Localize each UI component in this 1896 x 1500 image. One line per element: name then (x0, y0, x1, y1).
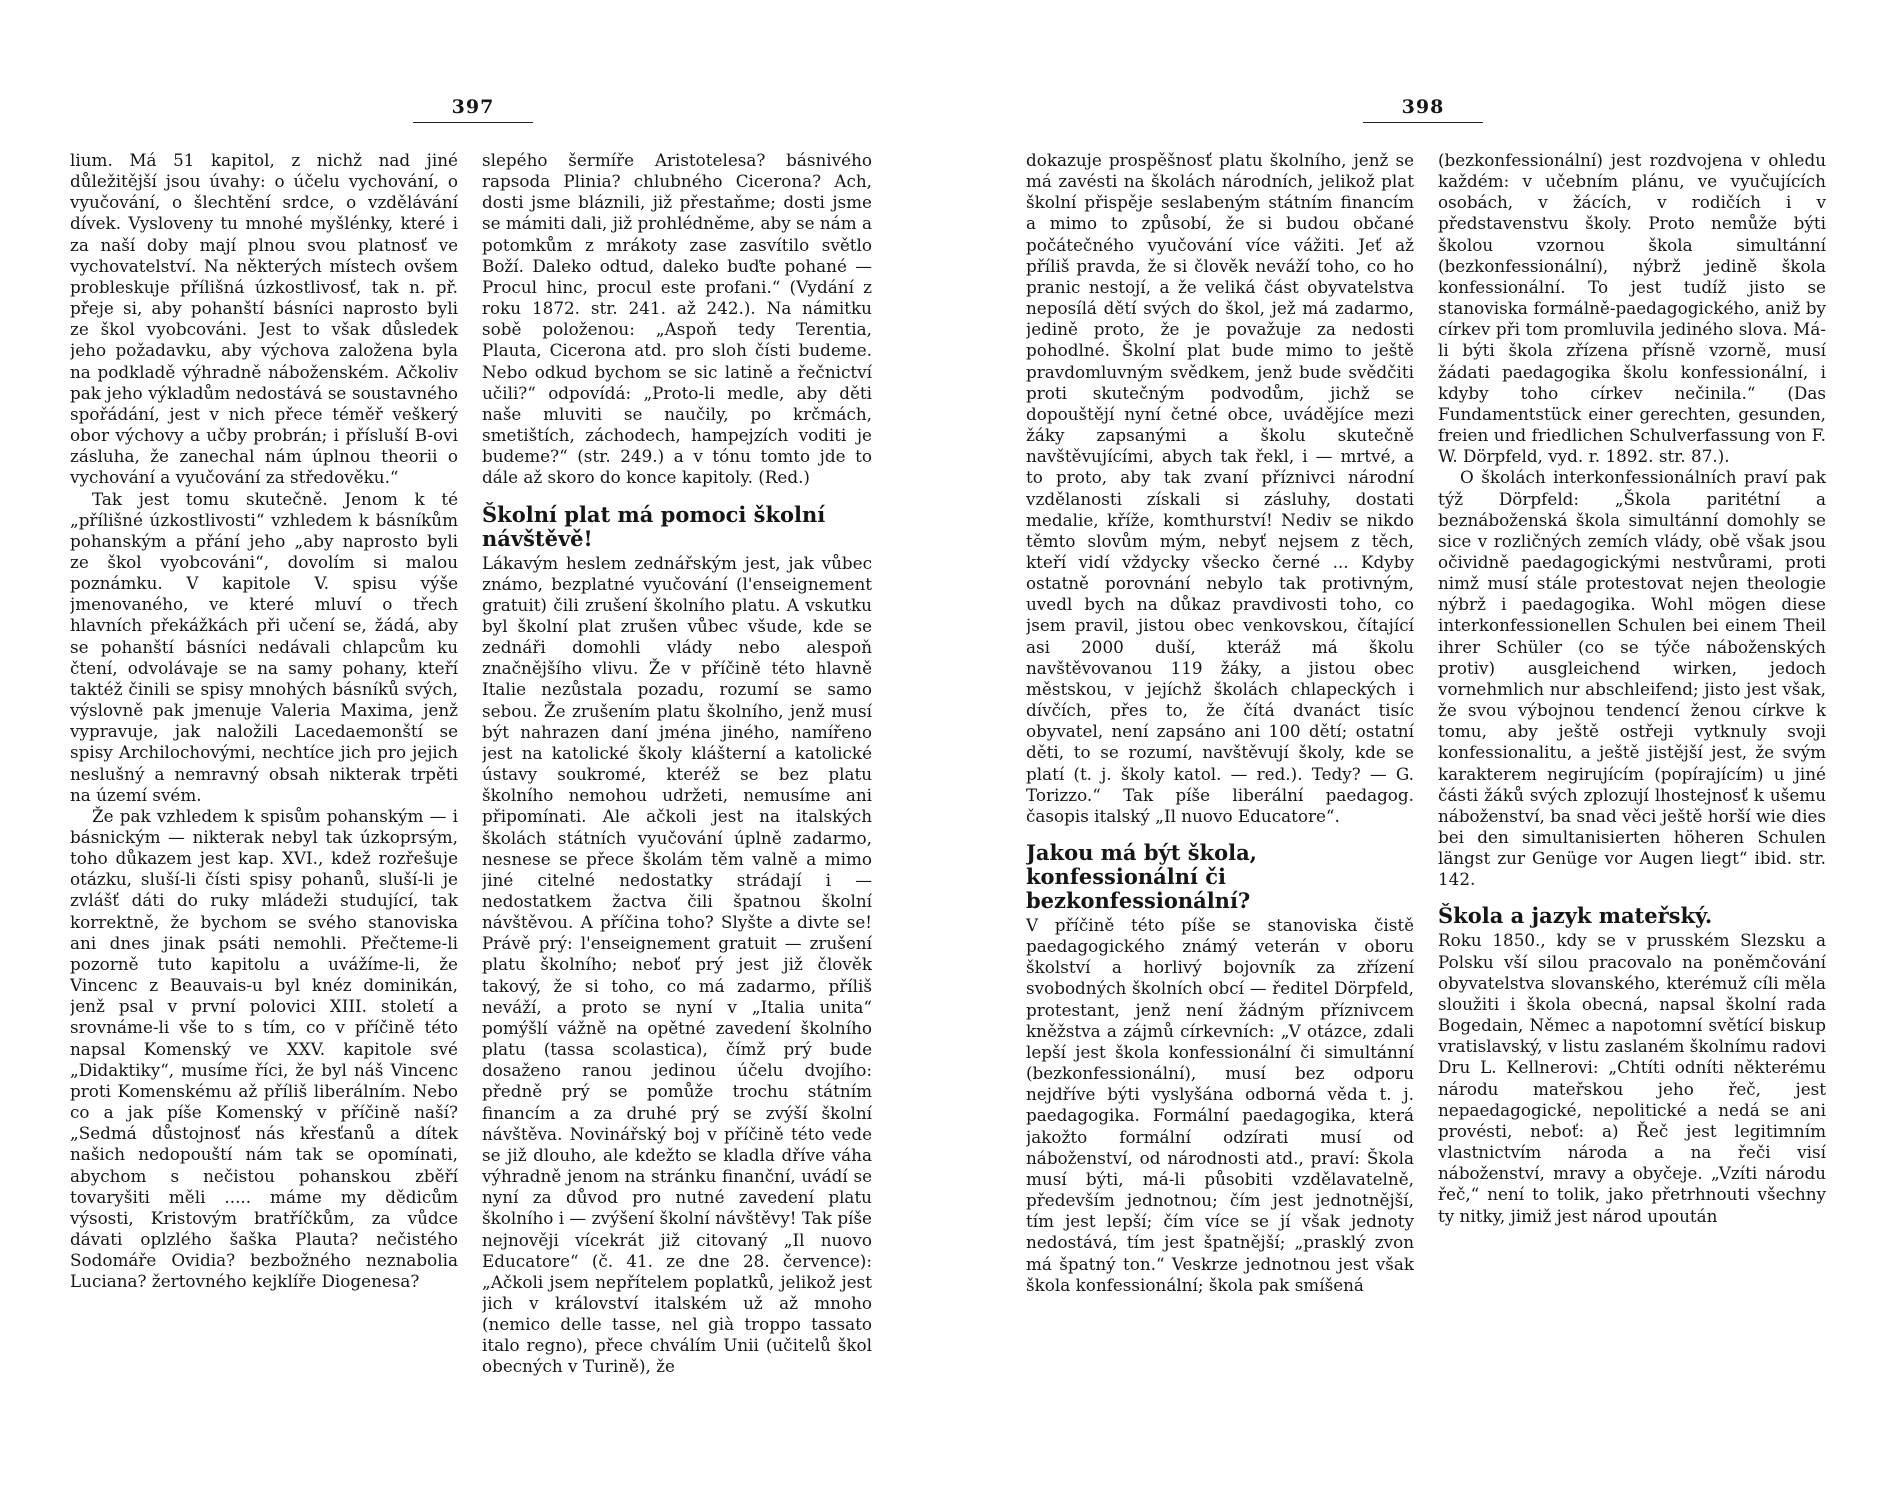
paragraph: O školách interkonfessionálních praví pak týž Dörpfeld: „Škola paritétní a beznáboženská škola simultánní domohly se sice v rozličných zemích vlády, obě však jsou očividně paedagogickými nestvůrami, proti nimž musí stále protestovat nejen theologie nýbrž i paedagogika. Wohl mögen diese interkonfessionellen Schulen bei einem Theil ihrer Schüler (co se týče náboženských protiv) ausgleichend wirken, jedoch vornehmlich nur abschleifend; jisto jest však, že svou výbojnou tendencí ženou církve k tomu, aby ještě ostřeji vytknuly svoji konfessionalitu, a ještě jistější jest, že svým karakterem negirujícím (popírajícím) u jiné části žáků svých zplozují lhostejnosť k ušemu náboženství, ba snad věci ještě horší wie dies bei den simultanisierten höheren Schulen längst zur Genüge vor Augen liegt“ ibid. str. 142. (1438, 467, 1826, 890)
section-heading: Školní plat má pomoci školní návštěvě! (482, 501, 826, 551)
page-number: 398 (1363, 96, 1483, 123)
paragraph: V příčině této píše se stanoviska čistě paedagogického známý veterán v oboru školství a horlivý bojovník za zřízení svobodných školních obcí — ředitel Dörpfeld, protestant, jenž není žádným příznivcem kněžstva a zájmů církevních: „V otázce, zdali lepší jest škola konfessionální či simultánní (bezkonfessionální), musí bez odporu nejdříve býti vyslyšána odborná věda t. j. paedagogika. Formální paedagogika, která jakožto formální odzírati musí od náboženství, od národnosti atd., praví: Škola musí býti, má-li působiti vzdělavatelně, především jednotnou; čím jest jednotnější, tím jest lepší; čím více se jí však jednoty nedostává, tím jest špatnější; „prasklý zvon má špatný ton.“ Veskrze jednotnou jest však škola konfessionální; škola pak smíšená (1026, 915, 1414, 1295)
paragraph: dokazuje prospěšnosť platu školního, jenž se má zavésti na školách národních, jelikož plat školní přispěje seslabeným státním financím a mimo to způsobí, že si budou občané počátečného vyučování více vážiti. Jeť až příliš pravda, že si člověk neváží toho, co ho pranic nestojí, a že veliká část obyvatelstva neposílá dětí svých do škol, jež má zadarmo, jedině proto, že je považuje za nedosti pohodlné. Školní plat bude mimo to ještě pravdomluvným svědkem, jenž bude svědčiti proti skutečným podvodům, jichž se dopouštějí nyní četné obce, uvádějíce mezi žáky zapsanými a školu skutečně navštěvujícími, abych tak řekl, i — mrtvé, a to proto, aby tak zvaní příznivci národní vzdělanosti získali si zásluhy, dostati medalie, kříže, komthurství! Nediv se nikdo těmto slovům mým, nebyť nejsem z těch, kteří vidí vždycky všecko černé ... Kdyby ostatně porovnání nebylo tak protivným, uvedl bych na důkaz pravdivosti toho, co jsem pravil, jistou obec venkovskou, čítající asi 2000 duší, kteráž má školu navštěvovanou 119 žáky, a jistou obec městskou, v jejíchž školách chlapeckých i dívčích, přes to, že čítá dvanáct tisíc obyvatel, není zapsáno ani 100 dětí; ostatní děti, to se rozumí, navštěvují školy, kde se platí (t. j. školy katol. — red.). Tedy? — G. Torizzo.“ Tak píše liberální paedagog. časopis italský „Il nuovo Educatore“. (1026, 150, 1414, 826)
left-column-2 (482, 150, 872, 1470)
section-heading: Škola a jazyk mateřský. (1438, 903, 1713, 929)
right-column-2 (1438, 150, 1826, 1470)
section-heading: Jakou má být škola, konfessionální či bezkonfessionální? (1026, 840, 1257, 913)
paragraph: (bezkonfessionální) jest rozdvojena v ohledu každém: v učebním plánu, ve vyučujících osobách, v žácích, v rodičích i v představenstvu školy. Proto nemůže býti školou vzornou škola simultánní (bezkonfessionální), nýbrž jedině škola konfessionální. To jest tudíž jisto se stanoviska formálně-paedagogického, aniž by církev při tom promluvila jediného slova. Má-li býti škola zřízena přísně vzorně, musí žádati paedagogika školu konfessionální, i kdyby toho církev nečinila.“ (Das Fundamentstück einer gerechten, gesunden, freien und friedlichen Schulverfassung von F. W. Dörpfeld, vyd. r. 1892. str. 87.). (1438, 150, 1826, 467)
right-column-1 (1026, 150, 1414, 1470)
paragraph: Tak jest tomu skutečně. Jenom k té „přílišné úzkostlivosti“ vzhledem k básníkům pohanským a přání jeho „aby naprosto byli ze škol vyobcováni“, dovolím si malou poznámku. V kapitole V. spisu výše jmenovaného, ve které mluví o třech hlavních překážkách při učení se, žádá, aby se pohanští básníci nedávali chlapcům ku čtení, odvolávaje se na samy pohany, kteří taktéž činili se spisy mnohých básníků svých, výslovně pak jmenuje Valeria Maxima, jenž vypravuje, jak naložili Lacedaemonští se spisy Archilochovými, nechtíce jich pro jejich neslušný a nemravný obsah nikterak trpěti na území svém. (70, 488, 458, 805)
right-page (948, 0, 1896, 1500)
page-number: 397 (413, 96, 533, 123)
paragraph: slepého šermíře Aristotelesa? básnivého rapsoda Plinia? chlubného Cicerona? Ach, dosti jsme bláznili, již přestaňme; dosti jsme se mámiti dali, již prohlédněme, aby se nám a potomkům z mrákoty zase zasvítilo světlo Boží. Daleko odtud, daleko buďte pohané — Procul hinc, procul este profani.“ (Vydání z roku 1872. str. 241. až 242.). Na námitku sobě položenou: „Aspoň tedy Terentia, Plauta, Cicerona atd. pro sloh čísti budeme. Nebo odkud bychom se sic latině a řečnictví učili?“ odpovídá: „Proto-li medle, aby děti naše mluviti se naučily, po krčmách, smetištích, záchodech, hampejzích voditi je budeme?“ (str. 249.) a v tónu tomto jde to dále až skoro do konce kapitoly. (Red.) (482, 150, 872, 488)
paragraph: Že pak vzhledem k spisům pohanským — i básnickým — nikterak nebyl tak úzkoprsým, toho důkazem jest kap. XVI., kdež rozřešuje otázku, sluší-li čísti spisy pohanů, sluší-li je zvlášť dáti do ruky mládeži studující, tak korrektně, že bychom se svého stanoviska ani dnes jinak psáti nemohli. Přečteme-li pozorně tuto kapitolu a uvážíme-li, že Vincenc z Beauvais-u byl knéz dominikán, jenž psal v první polovici XIII. století a srovnáme-li vše to s tím, co v příčině této napsal Komenský ve XXV. kapitole své „Didaktiky“, musíme říci, že byl náš Vincenc proti Komenskému až příliš liberálním. Nebo co a jak píše Komenský v příčině naší? „Sedmá důstojnosť nás křesťanů a dítek našich nedopouští nám tak se opomínati, abychom s nečistou pohanskou zběří tovaryšiti měli ..... máme my dědicům výsosti, Kristovým bratříčkům, za vůdce dávati oplzlého šaška Plauta? nečistého Sodomáře Ovidia? bezbožného neznabolia Luciana? žertovného kejklíře Diogenesa? (70, 805, 458, 1292)
paragraph: lium. Má 51 kapitol, z nichž nad jiné důležitější jsou úvahy: o účelu vychování, o vyučování, o šlechtění srdce, o vzdělávání dívek. Vysloveny tu mnohé myšlénky, které i za naší doby mají plnou svou platnosť ve vychovatelství. Na některých místech ovšem probleskuje přílišná úzkostlivosť, tak n. př. přeje si, aby pohanští básníci naprosto byli ze škol vyobcováni. Jest to však důsledek jeho požadavku, aby výchova založena byla na podkladě výhradně náboženském. Ačkoliv pak jeho výkladům nedostává se soustavného spořádání, jest v nich přece téměř veškerý obor výchovy a učby probrán; i přísluší B-ovi zásluha, že zanechal nám úplnou theorii o vychování a vyučování za středověku.“ (70, 150, 458, 488)
left-column-1 (70, 150, 458, 1470)
paragraph: Lákavým heslem zednářským jest, jak vůbec známo, bezplatné vyučování (l'enseignement gratuit) čili zrušení školního platu. A vskutku byl školní plat zrušen vůbec všude, kde se zednáři domohli vlády nebo alespoň značnějšího vlivu. Že v příčině této hlavně Italie nezůstala pozadu, rozumí se samo sebou. Že zrušením platu školního, jenž musí být nahrazen daní jména jiného, namířeno jest na katolické školy klášterní a katolické ústavy soukromé, kteréž se bez platu školního nemohou udržeti, nemusíme ani připomínati. Ale ačkoli jest na italských školách státních vyučování úplně zadarmo, nesnese se přece školám těm valně a mimo jiné citelné nedostatky strádají i — nedostatkem žactva čili špatnou školní návštěvou. A příčina toho? Slyšte a divte se! Právě prý: l'enseignement gratuit — zrušení platu školního; neboť prý jest již člověk takový, že si toho, co má zadarmo, příliš neváží, a proto se nyní v „Italia unita“ pomýšlí vážně na opětné zavedení školního platu (tassa scolastica), čímž prý bude dosaženo ranou jedinou účelu dvojího: předně prý se pomůže trochu státním financím a za druhé prý se zvýší školní návštěva. Novinářský boj v příčině této vede se již dlouho, ale kdežto se kladla dříve váha výhradně jenom na stránku finanční, uvádí se nyní za důvod pro nutné zavedení platu školního i — zvýšení školní návštěvy! Tak píše nejnověji vícekrát již citovaný „Il nuovo Educatore“ (č. 41. ze dne 28. července): „Ačkoli jsem nepřítelem poplatků, jelikož jest jich v království italském už až mnoho (nemico delle tasse, nel già troppo tassato italo regno), přece chválím Unii (učitelů škol obecných v Turině), že (482, 552, 872, 1377)
paragraph: Roku 1850., kdy se v prusském Slezsku a Polsku vší silou pracovalo na poněmčování obyvatelstva slovanského, kterémuž cíli měla sloužiti i škola obecná, napsal školní rada Bogedain, Němec a napotomní světící biskup vratislavský, v listu zaslaném školnímu radovi Dru L. Kellnerovi: „Chtíti odníti některému národu mateřskou jeho řeč, jest nepaedagogické, nepolitické a nedá se ani provésti, neboť: a) Řeč jest legitimním vlastnictvím národa a na řeči visí náboženství, mravy a obyčeje. „Vzíti národu řeč,“ není to tolik, jako přetrhnouti všechny ty nitky, jimiž jest národ upoután (1438, 930, 1826, 1226)
